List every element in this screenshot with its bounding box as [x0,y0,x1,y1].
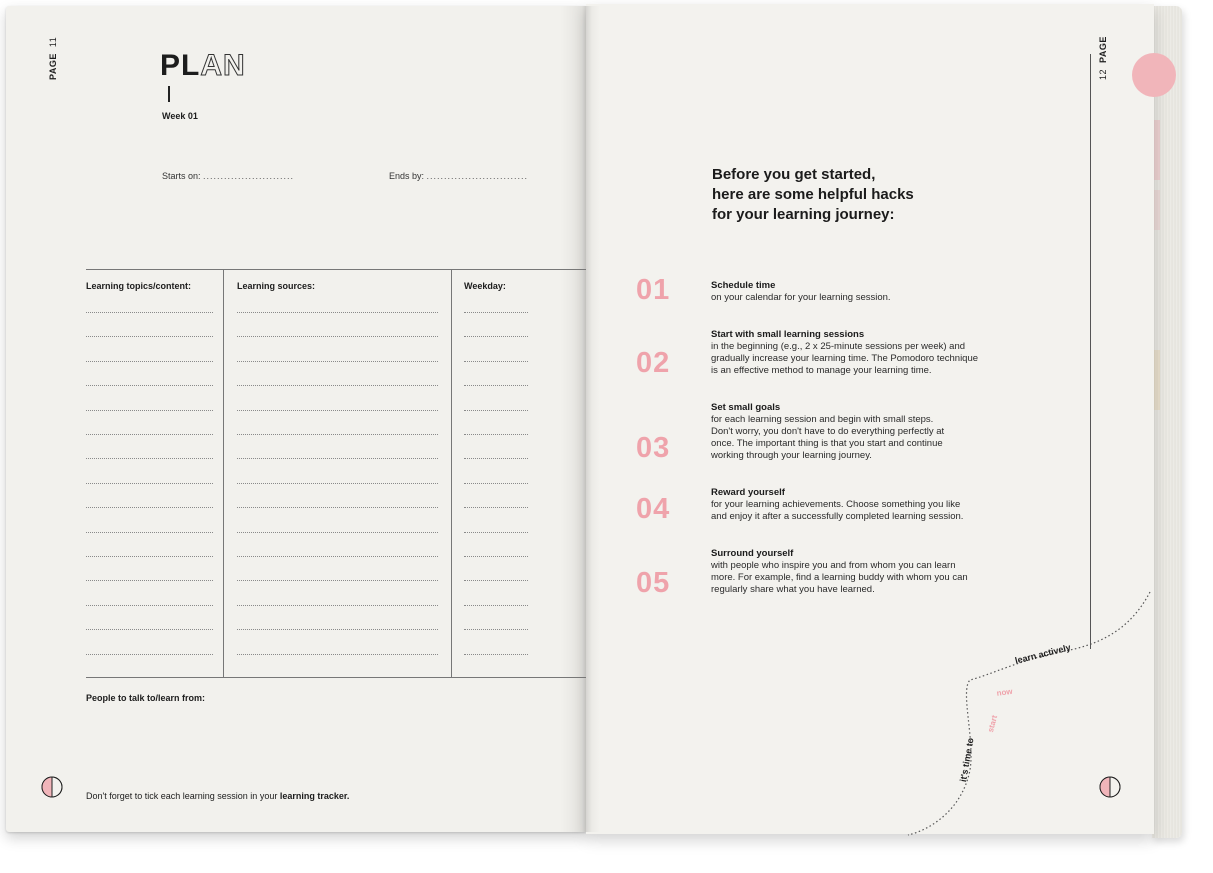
tip-line: working through your learning journey. [711,450,872,461]
ends-by-field[interactable] [389,171,528,181]
headline-line: Before you get started, [712,166,876,183]
writing-line[interactable] [86,336,213,337]
people-label: People to talk to/learn from: [86,693,206,703]
writing-line[interactable] [464,507,528,508]
writing-line[interactable] [464,361,528,362]
table-column-divider [451,269,452,678]
now-label: now [996,686,1014,698]
tip-line: for your learning achievements. Choose something you like [711,499,961,510]
writing-line[interactable] [464,556,528,557]
tip-line: on your calendar for your learning session. [711,292,891,303]
time-label: it's time to [958,737,976,783]
right-page-number [1098,36,1108,80]
writing-line[interactable] [237,434,438,435]
tip-title: Set small goals [711,402,781,413]
tip-number: 03 [636,432,671,464]
writing-line[interactable] [86,483,213,484]
writing-line[interactable] [464,629,528,630]
column-header-topics: Learning topics/content: [86,281,192,291]
writing-line[interactable] [86,458,213,459]
tip-number: 02 [636,347,671,379]
headline-line: here are some helpful hacks [712,186,914,203]
writing-line[interactable] [86,385,213,386]
writing-line[interactable] [86,580,213,581]
writing-line[interactable] [464,312,528,313]
page-number: 12 [1098,68,1108,80]
writing-line[interactable] [237,532,438,533]
table-top-rule [86,269,586,270]
writing-line[interactable] [237,629,438,630]
starts-on-dots: .......................... [203,171,295,181]
logo-outline: AN [200,49,246,82]
writing-line[interactable] [464,385,528,386]
writing-line[interactable] [464,458,528,459]
writing-line[interactable] [86,532,213,533]
writing-line[interactable] [237,385,438,386]
writing-line[interactable] [237,507,438,508]
table-bottom-rule [86,677,586,678]
tracker-reminder [86,791,349,801]
tip-line: Don't worry, you don't have to do everything perfectly at [711,426,945,437]
tip-title: Reward yourself [711,487,785,498]
headline [712,165,914,225]
tip-body [711,414,1031,462]
writing-line[interactable] [237,410,438,411]
page-number: 11 [48,36,58,48]
column-header-weekday: Weekday: [464,281,506,291]
writing-line[interactable] [86,629,213,630]
column-header-sources: Learning sources: [237,281,316,291]
logo-divider [168,86,170,102]
tip-line: gradually increase your learning time. The Pomodoro technique [711,353,979,364]
half-circle-icon [1099,776,1121,798]
writing-line[interactable] [464,483,528,484]
start-label: start [986,714,1000,734]
footer-link: learning tracker. [279,791,350,801]
tip-line: in the beginning (e.g., 2 x 25-minute sessions per week) and [711,341,966,352]
tip-title: Start with small learning sessions [711,329,865,340]
tip-title: Surround yourself [711,548,794,559]
ends-by-dots: ............................. [426,171,529,181]
writing-line[interactable] [464,410,528,411]
writing-line[interactable] [237,336,438,337]
writing-line[interactable] [86,361,213,362]
headline-line: for your learning journey: [712,206,895,223]
writing-line[interactable] [237,458,438,459]
writing-line[interactable] [464,580,528,581]
right-margin-rule [1090,54,1091,649]
writing-line[interactable] [237,654,438,655]
tip-line: with people who inspire you and from whom you can learn [711,560,956,571]
tip-number: 01 [636,274,671,306]
page-label: PAGE [48,53,58,80]
writing-line[interactable] [464,605,528,606]
writing-line[interactable] [86,507,213,508]
writing-line[interactable] [464,532,528,533]
tip-body [711,292,1031,304]
spine-shadow [560,6,600,832]
footer-text: Don't forget to tick each learning session in your [86,791,280,801]
tip-title: Schedule time [711,280,776,291]
half-circle-icon [41,776,63,798]
tip-line: is an effective method to manage your learning time. [711,365,932,376]
writing-line[interactable] [464,434,528,435]
writing-line[interactable] [86,410,213,411]
writing-line[interactable] [86,605,213,606]
writing-line[interactable] [464,654,528,655]
writing-line[interactable] [237,580,438,581]
journey-path [900,590,1160,840]
tip-line: for each learning session and begin with small steps. [711,414,934,425]
tip-line: once. The important thing is that you start and continue [711,438,943,449]
left-page [6,6,586,832]
week-label: Week 01 [162,111,198,121]
tip-line: regularly share what you have learned. [711,584,875,595]
tip-body [711,499,1031,523]
tip-line: and enjoy it after a successfully completed learning session. [711,511,964,522]
starts-on-label: Starts on: [162,171,201,181]
writing-line[interactable] [237,483,438,484]
tip-body [711,341,1031,377]
writing-line[interactable] [86,654,213,655]
writing-line[interactable] [86,312,213,313]
tip-number: 04 [636,493,671,525]
learn-actively-label: learn actively [1014,642,1072,666]
left-page-number [48,37,58,80]
writing-line[interactable] [237,312,438,313]
starts-on-field[interactable] [162,171,294,181]
tip-line: more. For example, find a learning buddy with whom you can [711,572,968,583]
tip-number: 05 [636,567,671,599]
writing-line[interactable] [464,336,528,337]
writing-line[interactable] [237,361,438,362]
logo-solid: PL [160,49,201,82]
page-label: PAGE [1098,36,1108,63]
writing-line[interactable] [86,556,213,557]
writing-line[interactable] [237,605,438,606]
ends-by-label: Ends by: [389,171,425,181]
table-column-divider [223,269,224,678]
plan-logo [160,51,246,81]
writing-line[interactable] [86,434,213,435]
writing-line[interactable] [237,556,438,557]
